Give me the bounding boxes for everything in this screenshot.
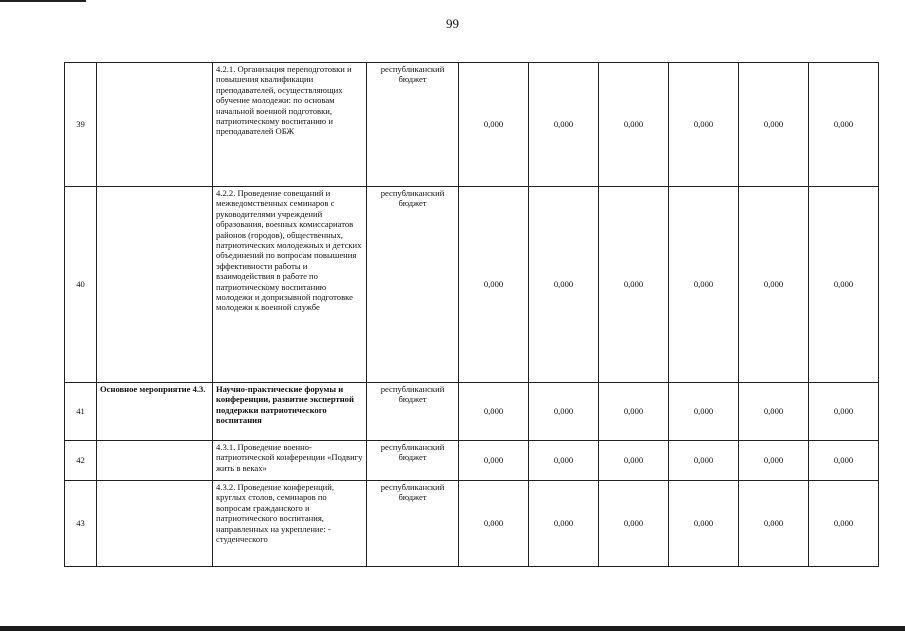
row-number: 41: [65, 383, 97, 441]
budget-table: [64, 62, 879, 567]
amount-cell: 0,000: [669, 383, 739, 441]
amount-cell: 0,000: [599, 63, 669, 187]
event-description: 4.2.1. Организация переподготовки и повышения квалификации преподавателей, осуществляющих обучение молодежи: по основам начальной военной подготовки, патриотическому воспитанию и преподавателей ОБЖ: [213, 63, 367, 187]
amount-cell: 0,000: [739, 383, 809, 441]
funding-source: республиканский бюджет: [367, 63, 459, 187]
amount-cell: 0,000: [599, 481, 669, 567]
event-label: [97, 481, 213, 567]
page-number: 99: [446, 16, 459, 31]
amount-cell: 0,000: [809, 63, 879, 187]
event-label: [97, 187, 213, 383]
amount-cell: 0,000: [669, 441, 739, 481]
table-row: [65, 383, 879, 441]
funding-source: республиканский бюджет: [367, 481, 459, 567]
funding-source: республиканский бюджет: [367, 187, 459, 383]
row-number: 43: [65, 481, 97, 567]
amount-cell: 0,000: [459, 481, 529, 567]
amount-cell: 0,000: [459, 441, 529, 481]
event-description: 4.3.2. Проведение конференций, круглых столов, семинаров по вопросам гражданского и патриотического воспитания, направленных на укрепление: - студенческого: [213, 481, 367, 567]
bottom-rule: [0, 626, 905, 631]
row-number: 39: [65, 63, 97, 187]
event-description: 4.2.2. Проведение совещаний и межведомственных семинаров с руководителями учреждений образования, военных комиссариатов районов (городов), общественных, патриотических молодежных и детских объединений по вопросам повышения эффективности работы и взаимодействия в работе по патриотическому воспитанию молодежи и допризывной подготовке молодежи к военной службе: [213, 187, 367, 383]
amount-cell: 0,000: [809, 441, 879, 481]
amount-cell: 0,000: [529, 441, 599, 481]
amount-cell: 0,000: [669, 63, 739, 187]
funding-source: республиканский бюджет: [367, 383, 459, 441]
row-number: 40: [65, 187, 97, 383]
event-label: Основное мероприятие 4.3.: [97, 383, 213, 441]
amount-cell: 0,000: [669, 187, 739, 383]
amount-cell: 0,000: [669, 481, 739, 567]
row-number: 42: [65, 441, 97, 481]
table-row: [65, 63, 879, 187]
amount-cell: 0,000: [529, 481, 599, 567]
table-row: [65, 187, 879, 383]
amount-cell: 0,000: [809, 481, 879, 567]
amount-cell: 0,000: [459, 187, 529, 383]
event-description: 4.3.1. Проведение военно-патриотической конференции «Подвигу жить в веках»: [213, 441, 367, 481]
table-row: [65, 441, 879, 481]
amount-cell: 0,000: [809, 187, 879, 383]
event-label: [97, 63, 213, 187]
amount-cell: 0,000: [739, 63, 809, 187]
table-row: [65, 481, 879, 567]
amount-cell: 0,000: [529, 63, 599, 187]
top-rule: [0, 0, 86, 2]
amount-cell: 0,000: [739, 187, 809, 383]
amount-cell: 0,000: [739, 441, 809, 481]
event-description: Научно-практические форумы и конференции, развитие экспертной поддержки патриотического воспитания: [213, 383, 367, 441]
amount-cell: 0,000: [459, 63, 529, 187]
amount-cell: 0,000: [599, 187, 669, 383]
amount-cell: 0,000: [599, 441, 669, 481]
amount-cell: 0,000: [529, 187, 599, 383]
event-label: [97, 441, 213, 481]
amount-cell: 0,000: [739, 481, 809, 567]
amount-cell: 0,000: [459, 383, 529, 441]
amount-cell: 0,000: [809, 383, 879, 441]
funding-source: республиканский бюджет: [367, 441, 459, 481]
amount-cell: 0,000: [529, 383, 599, 441]
amount-cell: 0,000: [599, 383, 669, 441]
